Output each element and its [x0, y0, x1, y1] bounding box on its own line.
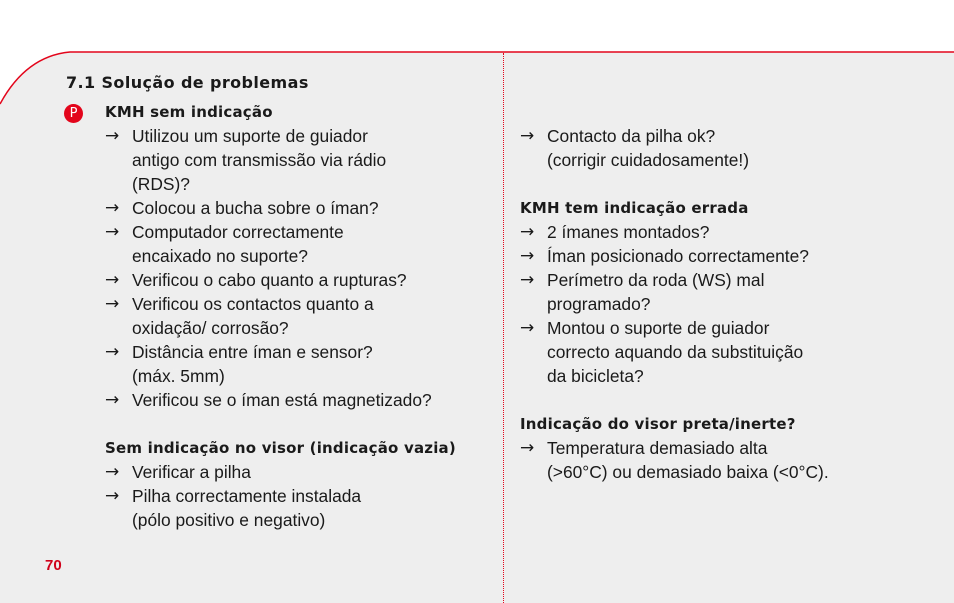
- p-badge-icon: P: [64, 104, 83, 123]
- check-item-text: Verificou o cabo quanto a rupturas?: [132, 270, 407, 290]
- group-spacer: [520, 172, 940, 196]
- check-item: [520, 124, 940, 172]
- arrow-right-icon: →: [105, 294, 120, 314]
- group-spacer: [520, 388, 940, 412]
- check-item: [520, 268, 940, 316]
- group-heading: Indicação do visor preta/inerte?: [520, 415, 796, 433]
- check-item: [105, 268, 500, 292]
- arrow-right-icon: →: [105, 342, 120, 362]
- arrow-right-icon: →: [105, 270, 120, 290]
- arrow-right-icon: →: [105, 198, 120, 218]
- arrow-right-icon: →: [520, 438, 535, 458]
- group-heading: KMH tem indicação errada: [520, 199, 749, 217]
- group-spacer: [105, 412, 500, 436]
- check-item-text: correcto aquando da substituição: [547, 342, 804, 362]
- check-item-text: (máx. 5mm): [132, 366, 225, 386]
- arrow-right-icon: →: [105, 486, 120, 506]
- check-item: [105, 340, 500, 388]
- check-item: [105, 388, 500, 412]
- check-item: [520, 436, 940, 484]
- arrow-right-icon: →: [520, 126, 535, 146]
- left-column: [105, 100, 500, 532]
- page-number: 70: [45, 557, 62, 574]
- arrow-right-icon: →: [105, 126, 120, 146]
- arrow-right-icon: →: [520, 222, 535, 242]
- right-column: [520, 124, 940, 484]
- arrow-right-icon: →: [520, 318, 535, 338]
- check-item-text: encaixado no suporte?: [132, 246, 308, 266]
- check-item: [520, 316, 940, 388]
- check-item-text: 2 ímanes montados?: [547, 222, 710, 242]
- arrow-right-icon: →: [105, 222, 120, 242]
- section-title: 7.1 Solução de problemas: [66, 73, 309, 92]
- group-heading: KMH sem indicação: [105, 103, 273, 121]
- arrow-right-icon: →: [520, 246, 535, 266]
- check-item-text: Temperatura demasiado alta: [547, 438, 768, 458]
- check-item: [105, 124, 500, 196]
- check-item-text: antigo com transmissão via rádio: [132, 150, 387, 170]
- check-item-text: Colocou a bucha sobre o íman?: [132, 198, 379, 218]
- check-item-text: Perímetro da roda (WS) mal: [547, 270, 765, 290]
- check-item: [105, 484, 500, 532]
- check-item-text: Verificou os contactos quanto a: [132, 294, 374, 314]
- arrow-right-icon: →: [105, 462, 120, 482]
- check-item-text: Verificar a pilha: [132, 462, 251, 482]
- check-item: [520, 220, 940, 244]
- check-item-text: Utilizou um suporte de guiador: [132, 126, 368, 146]
- check-item-text: (>60°C) ou demasiado baixa (<0°C).: [547, 462, 829, 482]
- group-heading: Sem indicação no visor (indicação vazia): [105, 439, 456, 457]
- check-item-text: Contacto da pilha ok?: [547, 126, 716, 146]
- check-item-text: (pólo positivo e negativo): [132, 510, 326, 530]
- check-item-text: Montou o suporte de guiador: [547, 318, 770, 338]
- check-item-text: Pilha correctamente instalada: [132, 486, 362, 506]
- check-item-text: (RDS)?: [132, 174, 190, 194]
- check-item: [105, 220, 500, 268]
- check-item: [520, 244, 940, 268]
- arrow-right-icon: →: [520, 270, 535, 290]
- check-item: [105, 292, 500, 340]
- check-item-text: Verificou se o íman está magnetizado?: [132, 390, 432, 410]
- check-item-text: da bicicleta?: [547, 366, 644, 386]
- check-item-text: oxidação/ corrosão?: [132, 318, 289, 338]
- check-item-text: Distância entre íman e sensor?: [132, 342, 373, 362]
- check-item-text: Íman posicionado correctamente?: [547, 246, 809, 266]
- column-divider: [503, 53, 504, 603]
- arrow-right-icon: →: [105, 390, 120, 410]
- check-item-text: Computador correctamente: [132, 222, 344, 242]
- check-item-text: (corrigir cuidadosamente!): [547, 150, 750, 170]
- check-item: [105, 460, 500, 484]
- check-item: [105, 196, 500, 220]
- check-item-text: programado?: [547, 294, 651, 314]
